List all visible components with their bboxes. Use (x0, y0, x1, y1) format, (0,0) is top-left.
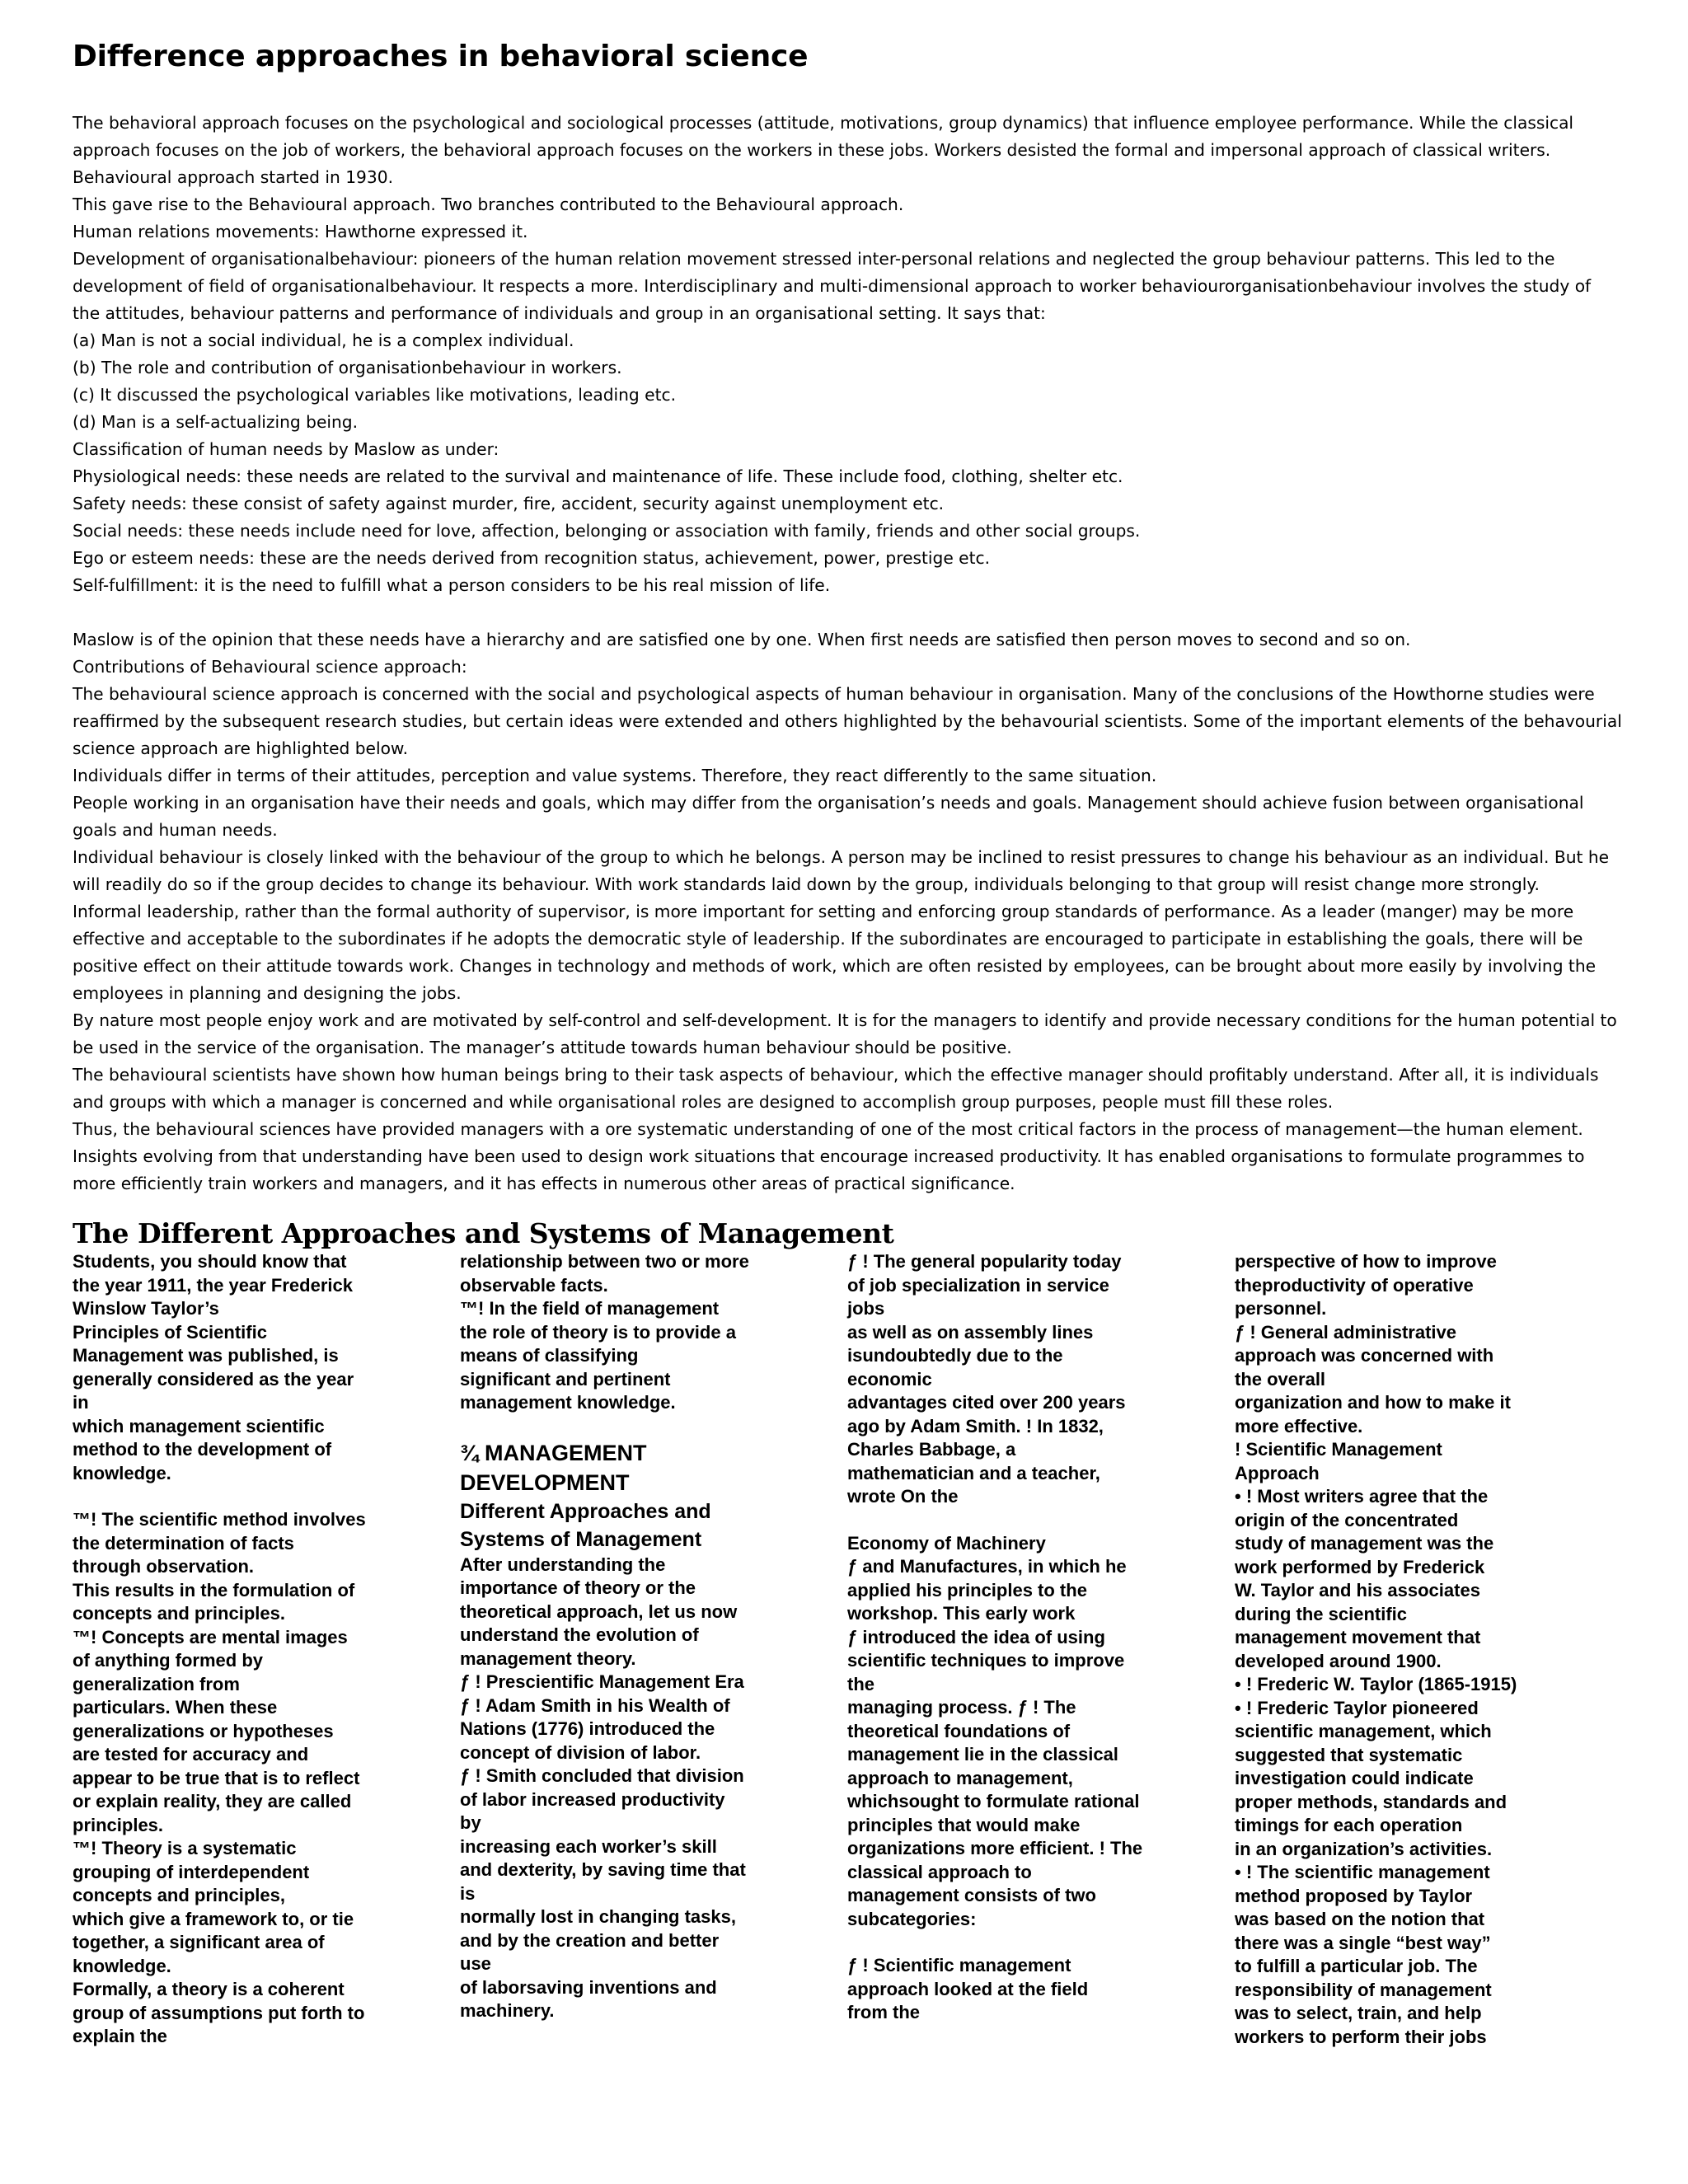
column-line: developed around 1900. (1235, 1650, 1442, 1671)
column-line: from the (847, 2002, 920, 2022)
column-4 (1235, 1250, 1622, 2049)
intro-paragraph: The behavioural scientists have shown how human beings bring to their task aspects of behaviour, which the effective manager should profitably understand. After all, it is individuals and groups with which a manager is concerned and while organisational roles are designed to accomplish group purposes, people must fill these roles. (73, 1065, 1599, 1112)
column-line: management consists of two (847, 1885, 1096, 1905)
column-line: or explain reality, they are called (73, 1791, 352, 1811)
intro-paragraph: People working in an organisation have their needs and goals, which may differ from the organisation’s needs and goals. Management should achieve fusion between organisational goals and human needs. (73, 793, 1584, 840)
column-line: the overall (1235, 1368, 1326, 1390)
column-line: • ! Frederic W. Taylor (1865-1915) (1235, 1674, 1517, 1694)
column-line: was based on the notion that (1235, 1909, 1485, 1929)
column-line: concepts and principles. (73, 1603, 285, 1624)
intro-paragraph: Individual behaviour is closely linked with the behaviour of the group to which he belongs. A person may be inclined to resist pressures to change his behaviour as an individual. But he will readily do so if the group decides to change its behaviour. With work standards laid down by the group, individuals belonging to that group will resist change more strongly. (73, 847, 1610, 894)
column-line: ƒ ! General administrative (1235, 1321, 1456, 1343)
column-line: ƒ ! Adam Smith in his Wealth of (460, 1694, 730, 1716)
column-line: work performed by Frederick (1235, 1556, 1485, 1577)
column-line: concept of division of labor. (460, 1741, 701, 1763)
column-line: management movement that (1235, 1627, 1481, 1647)
column-line: managing process. ƒ ! The (847, 1697, 1076, 1718)
column-line: ƒ ! The general popularity today (847, 1251, 1122, 1272)
intro-paragraph: Ego or esteem needs: these are the needs derived from recognition status, achievement, power, prestige etc. (73, 548, 991, 568)
column-line: scientific techniques to improve (847, 1650, 1125, 1671)
column-line: theproductivity of operative (1235, 1274, 1474, 1296)
column-line: isundoubtedly due to the (847, 1345, 1063, 1366)
column-line: knowledge. (73, 1955, 171, 1976)
column-line: normally lost in changing tasks, (460, 1906, 736, 1927)
column-line: ! Scientific Management (1235, 1439, 1442, 1460)
intro-paragraph: The behavioural science approach is concerned with the social and psychological aspects of human behaviour in organisation. Many of the conclusions of the Howthorne studies were reaffirmed by the subsequent research studies, but certain ideas were extended and others highlighted by the behavourial scientists. Some of the important elements of the behavourial science approach are highlighted below. (73, 684, 1622, 758)
intro-paragraph: Maslow is of the opinion that these needs have a hierarchy and are satisfied one by one. When first needs are satisfied then person moves to second and so on. (73, 630, 1411, 649)
column-line: perspective of how to improve (1235, 1251, 1497, 1272)
column-line: use (460, 1953, 491, 1974)
column-1 (73, 1250, 460, 2049)
column-line: is (460, 1882, 476, 1904)
column-line: principles. (73, 1814, 164, 1835)
intro-paragraph: Human relations movements: Hawthorne expressed it. (73, 222, 528, 241)
column-line: organization and how to make it (1235, 1392, 1511, 1413)
intro-paragraph: By nature most people enjoy work and are motivated by self-control and self-development. It is for the managers to identify and provide necessary conditions for the human potential to be used in the service of the organisation. The manager’s attitude towards human behaviour should be positive. (73, 1010, 1617, 1057)
column-line: management knowledge. (460, 1392, 676, 1413)
column-line: particulars. When these (73, 1697, 278, 1718)
column-line: Economy of Machinery (847, 1532, 1046, 1554)
intro-paragraph: The behavioral approach focuses on the psychological and sociological processes (attitude, motivations, group dynamics) that influence employee performance. While the classical approach focuses on the job of workers, the behavioral approach focuses on the workers in these jobs. Workers desisted the formal and impersonal approach of classical writers. Behavioural approach started in 1930. (73, 113, 1574, 187)
column-line: to fulfill a particular job. The (1235, 1956, 1478, 1976)
column-line: proper methods, standards and (1235, 1791, 1507, 1812)
section-subheading: DEVELOPMENT (460, 1469, 630, 1495)
column-line: importance of theory or the (460, 1577, 696, 1598)
column-line: Approach (1235, 1462, 1320, 1483)
list-item: (c) It discussed the psychological variables like motivations, leading etc. (73, 385, 677, 405)
column-line: principles that would make (847, 1814, 1081, 1835)
column-line: by (460, 1812, 481, 1833)
column-line: generalizations or hypotheses (73, 1720, 334, 1741)
intro-paragraph: Physiological needs: these needs are related to the survival and maintenance of life. These include food, clothing, shelter etc. (73, 466, 1123, 486)
column-line: knowledge. (73, 1462, 171, 1483)
column-line: approach to management, (847, 1767, 1073, 1788)
page-title: Difference approaches in behavioral science (73, 40, 809, 73)
column-line: wrote On the (847, 1486, 959, 1507)
column-line: together, a significant area of (73, 1932, 325, 1952)
column-line: the role of theory is to provide a (460, 1321, 736, 1343)
column-line: increasing each worker’s skill (460, 1835, 717, 1857)
column-line: ™! Concepts are mental images (73, 1626, 348, 1647)
column-line: method proposed by Taylor (1235, 1885, 1473, 1906)
column-line: • ! The scientific management (1235, 1862, 1490, 1882)
column-line: ago by Adam Smith. ! In 1832, (847, 1415, 1104, 1436)
list-item: (b) The role and contribution of organisationbehaviour in workers. (73, 358, 622, 377)
column-line: Nations (1776) introduced the (460, 1718, 715, 1739)
intro-paragraph: Classification of human needs by Maslow as under: (73, 439, 499, 459)
column-line: investigation could indicate (1235, 1768, 1474, 1788)
column-line: during the scientific (1235, 1603, 1408, 1624)
column-line: suggested that systematic (1235, 1744, 1463, 1765)
column-line: After understanding the (460, 1554, 666, 1575)
intro-paragraph: Contributions of Behavioural science approach: (73, 657, 467, 677)
column-line: was to select, train, and help (1235, 2003, 1482, 2023)
column-line: machinery. (460, 2000, 555, 2021)
column-3 (847, 1250, 1235, 2049)
column-line: the year 1911, the year Frederick (73, 1274, 353, 1296)
column-line: approach was concerned with (1235, 1345, 1494, 1366)
column-line: and dexterity, by saving time that (460, 1859, 746, 1880)
column-line: there was a single “best way” (1235, 1932, 1491, 1953)
intro-paragraph: This gave rise to the Behavioural approach. Two branches contributed to the Behavioural approach. (73, 194, 904, 214)
column-line: W. Taylor and his associates (1235, 1580, 1480, 1601)
column-line: observable facts. (460, 1274, 608, 1296)
column-line: concepts and principles, (73, 1885, 285, 1905)
column-line: economic (847, 1368, 932, 1390)
column-line: the (847, 1673, 874, 1694)
column-line: study of management was the (1235, 1533, 1494, 1554)
column-line: organizations more efficient. ! The (847, 1838, 1143, 1858)
column-line: Winslow Taylor’s (73, 1298, 219, 1319)
column-line: origin of the concentrated (1235, 1509, 1459, 1530)
column-line: ™! The scientific method involves (73, 1509, 366, 1530)
column-line: of job specialization in service (847, 1274, 1109, 1296)
column-line: management lie in the classical (847, 1744, 1118, 1765)
column-line: jobs (847, 1298, 885, 1319)
column-line: whichsought to formulate rational (847, 1791, 1140, 1811)
column-line: significant and pertinent (460, 1368, 671, 1390)
intro-paragraph: Individuals differ in terms of their attitudes, perception and value systems. Therefore, they react differently to the same situation. (73, 766, 1157, 785)
section-heading: The Different Approaches and Systems of Management (73, 1217, 894, 1249)
column-line: This results in the formulation of (73, 1579, 355, 1601)
column-line: more effective. (1235, 1415, 1363, 1436)
column-line: the determination of facts (73, 1532, 294, 1554)
column-line: which give a framework to, or tie (73, 1908, 354, 1929)
column-line: • ! Frederic Taylor pioneered (1235, 1697, 1479, 1718)
section-subheading: Systems of Management (460, 1527, 702, 1551)
column-line: ™! Theory is a systematic (73, 1838, 297, 1858)
section-subheading: Different Approaches and (460, 1499, 711, 1523)
column-line: of anything formed by (73, 1650, 263, 1671)
document-page (73, 40, 1622, 2049)
column-line: ƒ ! Smith concluded that division (460, 1765, 744, 1786)
column-line: generally considered as the year (73, 1368, 354, 1390)
column-line: of laborsaving inventions and (460, 1976, 717, 1998)
column-line: subcategories: (847, 1908, 977, 1929)
column-line: in an organization’s activities. (1235, 1838, 1493, 1859)
column-2 (460, 1250, 847, 2049)
column-line: ƒ ! Prescientific Management Era (460, 1671, 744, 1692)
column-line: workshop. This early work (847, 1603, 1076, 1624)
column-line: relationship between two or more (460, 1251, 749, 1272)
column-line: advantages cited over 200 years (847, 1392, 1126, 1413)
column-line: ƒ introduced the idea of using (847, 1626, 1105, 1647)
column-line: and by the creation and better (460, 1929, 720, 1951)
column-line: responsibility of management (1235, 1979, 1492, 2000)
intro-paragraph: Informal leadership, rather than the formal authority of supervisor, is more important for setting and enforcing group standards of performance. As a leader (manger) may be more effective and acceptable to the subordinates if he adopts the democratic style of leadership. If the subordinates are encouraged to participate in establishing the goals, there will be positive effect on their attitude towards work. Changes in technology and methods of work, which are often resisted by employees, can be brought about more easily by involving the employees in planning and designing the jobs. (73, 902, 1597, 1003)
column-line: classical approach to (847, 1861, 1032, 1882)
intro-paragraph: Thus, the behavioural sciences have provided managers with a ore systematic understanding of one of the most critical factors in the process of management—the human element. Insights evolving from that understanding have been used to design work situations that encourage increased productivity. It has enabled organisations to formulate programmes to more efficiently train workers and managers, and it has effects in numerous other areas of practical significance. (73, 1119, 1585, 1193)
column-line: theoretical approach, let us now (460, 1601, 738, 1622)
column-line: Charles Babbage, a (847, 1439, 1016, 1460)
column-line: ™! In the field of management (460, 1298, 720, 1319)
column-line: ƒ ! Scientific management (847, 1955, 1071, 1975)
column-line: means of classifying (460, 1345, 639, 1366)
column-line: • ! Most writers agree that the (1235, 1486, 1489, 1507)
list-item: (a) Man is not a social individual, he is a complex individual. (73, 330, 574, 350)
column-line: theoretical foundations of (847, 1720, 1071, 1741)
column-line: group of assumptions put forth to (73, 2002, 365, 2023)
section-subheading: ¾ MANAGEMENT (460, 1440, 647, 1465)
column-line: in (73, 1392, 89, 1413)
intro-paragraph: Development of organisationalbehaviour: pioneers of the human relation movement stressed inter-personal relations and neglected the group behaviour patterns. This led to the development of field of organisationalbehaviour. It respects a more. Interdisciplinary and multi-dimensional approach to worker behaviourorganisationbehaviour involves the study of the attitudes, behaviour patterns and performance of individuals and group in an organisational setting. It says that: (73, 249, 1592, 323)
list-item: (d) Man is a self-actualizing being. (73, 412, 359, 432)
column-line: appear to be true that is to reflect (73, 1767, 360, 1788)
column-line: of labor increased productivity (460, 1788, 725, 1810)
column-line: scientific management, which (1235, 1721, 1492, 1741)
column-line: workers to perform their jobs (1235, 2026, 1487, 2047)
column-line: ƒ and Manufactures, in which he (847, 1556, 1127, 1577)
column-line: through observation. (73, 1556, 254, 1577)
intro-section (73, 110, 1622, 1197)
column-line: approach looked at the field (847, 1978, 1089, 1999)
column-line: management theory. (460, 1647, 636, 1669)
column-line: Principles of Scientific (73, 1321, 267, 1343)
intro-paragraph: Safety needs: these consist of safety against murder, fire, accident, security against unemployment etc. (73, 494, 945, 513)
column-line: applied his principles to the (847, 1579, 1087, 1601)
column-line: generalization from (73, 1673, 240, 1694)
column-line: Management was published, is (73, 1345, 339, 1366)
column-line: timings for each operation (1235, 1815, 1463, 1835)
column-line: understand the evolution of (460, 1624, 699, 1645)
column-line: as well as on assembly lines (847, 1321, 1094, 1343)
four-column-section (73, 1250, 1622, 2049)
column-line: explain the (73, 2026, 167, 2046)
column-line: are tested for accuracy and (73, 1744, 309, 1765)
column-line: Students, you should know that (73, 1251, 347, 1272)
intro-paragraph: Self-fulfillment: it is the need to fulfill what a person considers to be his real mission of life. (73, 575, 831, 595)
column-line: which management scientific (73, 1415, 325, 1436)
column-line: Formally, a theory is a coherent (73, 1979, 345, 1999)
column-line: mathematician and a teacher, (847, 1462, 1100, 1483)
column-line: method to the development of (73, 1439, 332, 1460)
intro-paragraph: Social needs: these needs include need for love, affection, belonging or association with family, friends and other social groups. (73, 521, 1141, 541)
column-line: personnel. (1235, 1298, 1327, 1319)
column-line: grouping of interdependent (73, 1861, 310, 1882)
